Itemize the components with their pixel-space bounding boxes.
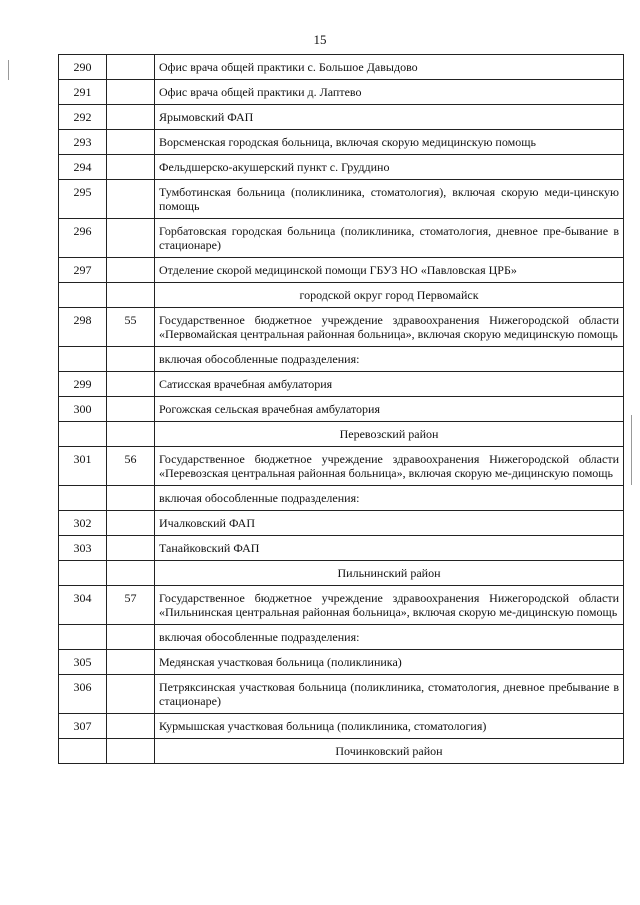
- org-code-cell: [107, 397, 155, 422]
- institution-name-cell: включая обособленные подразделения:: [155, 347, 624, 372]
- org-code-cell: [107, 739, 155, 764]
- row-number-cell: 293: [59, 130, 107, 155]
- table-row: [59, 219, 624, 258]
- table-row: [59, 675, 624, 714]
- row-number-cell: [59, 283, 107, 308]
- table-row: [59, 180, 624, 219]
- registry-table-body: [59, 55, 624, 764]
- row-number-cell: 300: [59, 397, 107, 422]
- row-number-cell: 305: [59, 650, 107, 675]
- row-number-cell: 299: [59, 372, 107, 397]
- org-code-cell: [107, 130, 155, 155]
- org-code-cell: [107, 650, 155, 675]
- institution-name-cell: Починковский район: [155, 739, 624, 764]
- institution-name-cell: Офис врача общей практики д. Лаптево: [155, 80, 624, 105]
- scan-edge-mark: [8, 60, 9, 80]
- institution-name-cell: Тумботинская больница (поликлиника, стоматология), включая скорую меди-цинскую помощь: [155, 180, 624, 219]
- institution-name-cell: Ворсменская городская больница, включая скорую медицинскую помощь: [155, 130, 624, 155]
- section-header-row: [59, 283, 624, 308]
- org-code-cell: [107, 283, 155, 308]
- row-number-cell: [59, 625, 107, 650]
- row-number-cell: 297: [59, 258, 107, 283]
- org-code-cell: [107, 180, 155, 219]
- institution-name-cell: Перевозский район: [155, 422, 624, 447]
- org-code-cell: [107, 714, 155, 739]
- row-number-cell: 298: [59, 308, 107, 347]
- table-row: [59, 55, 624, 80]
- institution-name-cell: Ярымовский ФАП: [155, 105, 624, 130]
- institution-name-cell: включая обособленные подразделения:: [155, 625, 624, 650]
- institution-name-cell: городской округ город Первомайск: [155, 283, 624, 308]
- table-row: [59, 155, 624, 180]
- org-code-cell: [107, 219, 155, 258]
- row-number-cell: 302: [59, 511, 107, 536]
- institution-name-cell: Офис врача общей практики с. Большое Давыдово: [155, 55, 624, 80]
- org-code-cell: [107, 486, 155, 511]
- row-number-cell: 295: [59, 180, 107, 219]
- institution-name-cell: Танайковский ФАП: [155, 536, 624, 561]
- scan-edge-mark: [631, 415, 632, 485]
- org-code-cell: 57: [107, 586, 155, 625]
- row-number-cell: [59, 561, 107, 586]
- table-row: [59, 714, 624, 739]
- institution-name-cell: Государственное бюджетное учреждение здравоохранения Нижегородской области «Перевозская центральная районная больница», включая скорую ме-дицинскую помощь: [155, 447, 624, 486]
- org-code-cell: [107, 55, 155, 80]
- row-number-cell: 296: [59, 219, 107, 258]
- institution-name-cell: Горбатовская городская больница (поликлиника, стоматология, дневное пре-бывание в стационаре): [155, 219, 624, 258]
- org-code-cell: [107, 422, 155, 447]
- registry-table: [58, 54, 624, 764]
- org-code-cell: [107, 105, 155, 130]
- institution-name-cell: Государственное бюджетное учреждение здравоохранения Нижегородской области «Первомайская центральная районная больница», включая скорую медицинскую помощь: [155, 308, 624, 347]
- row-number-cell: 301: [59, 447, 107, 486]
- org-code-cell: [107, 80, 155, 105]
- section-header-row: [59, 422, 624, 447]
- row-number-cell: [59, 422, 107, 447]
- org-code-cell: [107, 536, 155, 561]
- org-code-cell: [107, 675, 155, 714]
- row-number-cell: 292: [59, 105, 107, 130]
- subdivision-note-row: [59, 486, 624, 511]
- org-code-cell: 55: [107, 308, 155, 347]
- row-number-cell: 306: [59, 675, 107, 714]
- institution-name-cell: Ичалковский ФАП: [155, 511, 624, 536]
- table-row: [59, 105, 624, 130]
- institution-name-cell: Курмышская участковая больница (поликлиника, стоматология): [155, 714, 624, 739]
- institution-name-cell: включая обособленные подразделения:: [155, 486, 624, 511]
- row-number-cell: 294: [59, 155, 107, 180]
- table-row: [59, 447, 624, 486]
- table-row: [59, 130, 624, 155]
- org-code-cell: 56: [107, 447, 155, 486]
- table-row: [59, 650, 624, 675]
- table-row: [59, 397, 624, 422]
- table-row: [59, 372, 624, 397]
- table-row: [59, 536, 624, 561]
- org-code-cell: [107, 258, 155, 283]
- org-code-cell: [107, 347, 155, 372]
- institution-name-cell: Государственное бюджетное учреждение здравоохранения Нижегородской области «Пильнинская центральная районная больница», включая скорую ме-дицинскую помощь: [155, 586, 624, 625]
- section-header-row: [59, 739, 624, 764]
- row-number-cell: 303: [59, 536, 107, 561]
- org-code-cell: [107, 561, 155, 586]
- subdivision-note-row: [59, 347, 624, 372]
- table-row: [59, 258, 624, 283]
- institution-name-cell: Отделение скорой медицинской помощи ГБУЗ НО «Павловская ЦРБ»: [155, 258, 624, 283]
- row-number-cell: 291: [59, 80, 107, 105]
- section-header-row: [59, 561, 624, 586]
- row-number-cell: [59, 486, 107, 511]
- table-row: [59, 586, 624, 625]
- org-code-cell: [107, 625, 155, 650]
- row-number-cell: 290: [59, 55, 107, 80]
- table-row: [59, 511, 624, 536]
- institution-name-cell: Петряксинская участковая больница (поликлиника, стоматология, дневное пребывание в стационаре): [155, 675, 624, 714]
- row-number-cell: 304: [59, 586, 107, 625]
- org-code-cell: [107, 511, 155, 536]
- table-row: [59, 80, 624, 105]
- org-code-cell: [107, 155, 155, 180]
- subdivision-note-row: [59, 625, 624, 650]
- page-number: 15: [313, 32, 327, 47]
- row-number-cell: 307: [59, 714, 107, 739]
- table-row: [59, 308, 624, 347]
- institution-name-cell: Медянская участковая больница (поликлиника): [155, 650, 624, 675]
- institution-name-cell: Пильнинский район: [155, 561, 624, 586]
- row-number-cell: [59, 739, 107, 764]
- institution-name-cell: Фельдшерско-акушерский пункт с. Груддино: [155, 155, 624, 180]
- institution-name-cell: Рогожская сельская врачебная амбулатория: [155, 397, 624, 422]
- institution-name-cell: Сатисская врачебная амбулатория: [155, 372, 624, 397]
- org-code-cell: [107, 372, 155, 397]
- row-number-cell: [59, 347, 107, 372]
